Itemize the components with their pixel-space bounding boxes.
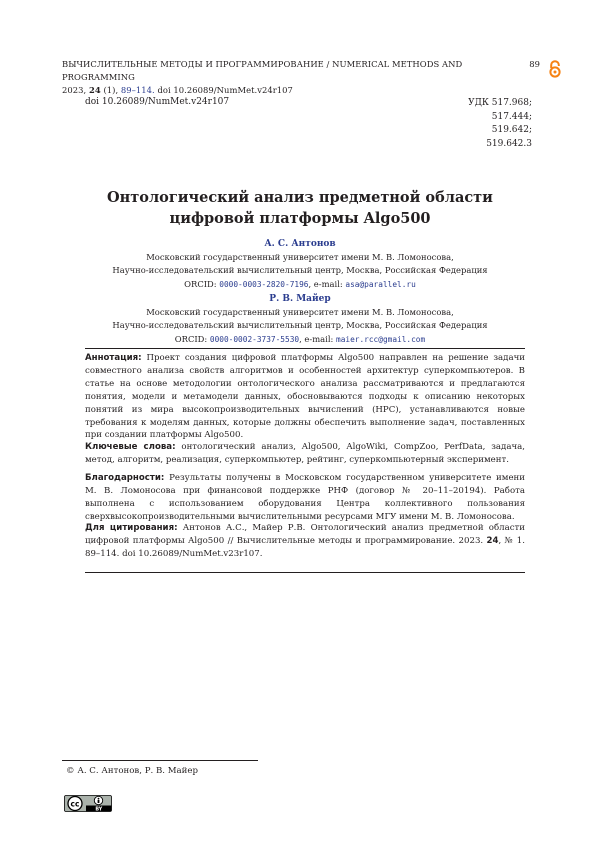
udk-code: 519.642.3 bbox=[486, 138, 532, 149]
orcid-label: ORCID: bbox=[174, 333, 208, 344]
issue-line bbox=[62, 84, 532, 97]
issue-volume: 24 bbox=[88, 85, 101, 95]
udk-codes bbox=[468, 97, 532, 151]
page-number: 89 bbox=[529, 59, 540, 69]
abstract-label: Аннотация: bbox=[85, 353, 142, 363]
title-line: Онтологический анализ предметной области bbox=[107, 189, 493, 206]
citation-tail: , № 1. 89–114. doi 10.26089/NumMet.v23r107. bbox=[85, 535, 525, 559]
keywords bbox=[85, 441, 525, 467]
author-affiliation: Московский государственный университет имени М. В. Ломоносова, bbox=[146, 252, 454, 263]
divider-top bbox=[85, 348, 525, 349]
citation-volume: 24 bbox=[486, 535, 499, 546]
cc-by-badge-icon[interactable] bbox=[64, 795, 112, 812]
issue-year: 2023, bbox=[62, 85, 87, 95]
issue-number: (1), bbox=[103, 85, 119, 95]
svg-text:cc: cc bbox=[70, 799, 80, 809]
citation-text: Антонов А.С., Майер Р.В. Онтологический анализ предметной области цифровой платформы Algo500 // Вычислительные методы и программирование. 2023. bbox=[85, 523, 526, 546]
author-affiliation: Научно-исследовательский вычислительный центр, Москва, Российская Федерация bbox=[112, 265, 488, 276]
orcid-link[interactable]: 0000-0002-3737-5530 bbox=[209, 334, 300, 344]
author-maier bbox=[0, 293, 600, 346]
divider-bottom bbox=[85, 572, 525, 573]
author-affiliation: Московский государственный университет имени М. В. Ломоносова, bbox=[146, 307, 454, 318]
footnote-rule bbox=[62, 760, 258, 761]
acknowledgements bbox=[85, 472, 525, 524]
article-title bbox=[0, 187, 600, 229]
issue-pages-link[interactable]: 89–114. bbox=[120, 85, 155, 95]
keywords-text: онтологический анализ, Algo500, AlgoWiki, CompZoo, PerfData, задача, метод, алгоритм, реализация, суперкомпьютер, рейтинг, суперкомпьютерный эксперимент. bbox=[85, 442, 526, 465]
article-doi: doi 10.26089/NumMet.v24r107 bbox=[85, 97, 230, 107]
orcid-label: ORCID: bbox=[184, 278, 217, 289]
abstract-text: Проект создания цифровой платформы Algo500 направлен на решение задачи совместного анализа свойств алгоритмов и особенностей архитектур суперкомпьютеров. В статье на основе методологии онтологического анализа рассматриваются и предлагаются понятия, модели и метамодели данных, обосновываются подходы к описанию некоторых понятий из мира высокопроизводительных вычислений (HPC), устанавливаются новые требования к моделям данных, которые должны обеспечить выполнение задач, поставленных при создании платформы Algo500. bbox=[85, 353, 526, 441]
orcid-link[interactable]: 0000-0003-2820-7196 bbox=[219, 279, 309, 289]
abstract bbox=[85, 352, 525, 442]
running-header bbox=[62, 58, 540, 97]
author-affiliation: Научно-исследовательский вычислительный центр, Москва, Российская Федерация bbox=[112, 320, 488, 331]
author-contacts bbox=[0, 333, 600, 346]
copyright-notice: © А. С. Антонов, Р. В. Майер bbox=[66, 766, 198, 776]
udk-code: 519.642; bbox=[491, 125, 532, 135]
email-label: , e-mail: bbox=[299, 333, 334, 344]
acknowledgements-text: Результаты получены в Московском государственном университете имени М. В. Ломоносова при финансовой поддержке РНФ (договор № 20–11–20194). Работа выполнена с использованием оборудования Центра коллективного пользования сверхвысокопроизводительными вычислительными ресурсами МГУ имени М. В. Ломоносова. bbox=[85, 473, 526, 522]
citation-label: Для цитирования: bbox=[85, 523, 178, 533]
journal-title: ВЫЧИСЛИТЕЛЬНЫЕ МЕТОДЫ И ПРОГРАММИРОВАНИЕ / NUMERICAL METHODS AND PROGRAMMING bbox=[62, 59, 463, 82]
author-antonov bbox=[0, 238, 600, 291]
citation bbox=[85, 522, 525, 561]
acknowledgements-label: Благодарности: bbox=[85, 473, 165, 483]
udk-code: УДК 517.968; bbox=[468, 98, 532, 108]
udk-code: 517.444; bbox=[491, 111, 532, 122]
author-name[interactable]: А. С. Антонов bbox=[264, 239, 336, 249]
svg-text:BY: BY bbox=[95, 807, 103, 812]
email-link[interactable]: asa@parallel.ru bbox=[345, 279, 416, 289]
keywords-label: Ключевые слова: bbox=[85, 442, 176, 452]
email-label: , e-mail: bbox=[308, 278, 343, 289]
email-link[interactable]: maier.rcc@gmail.com bbox=[336, 334, 426, 344]
author-name[interactable]: Р. В. Майер bbox=[269, 294, 331, 304]
author-contacts bbox=[0, 278, 600, 291]
open-access-icon bbox=[548, 60, 562, 78]
title-line: цифровой платформы Algo500 bbox=[169, 210, 431, 227]
header-doi: doi 10.26089/NumMet.v24r107 bbox=[157, 85, 293, 95]
